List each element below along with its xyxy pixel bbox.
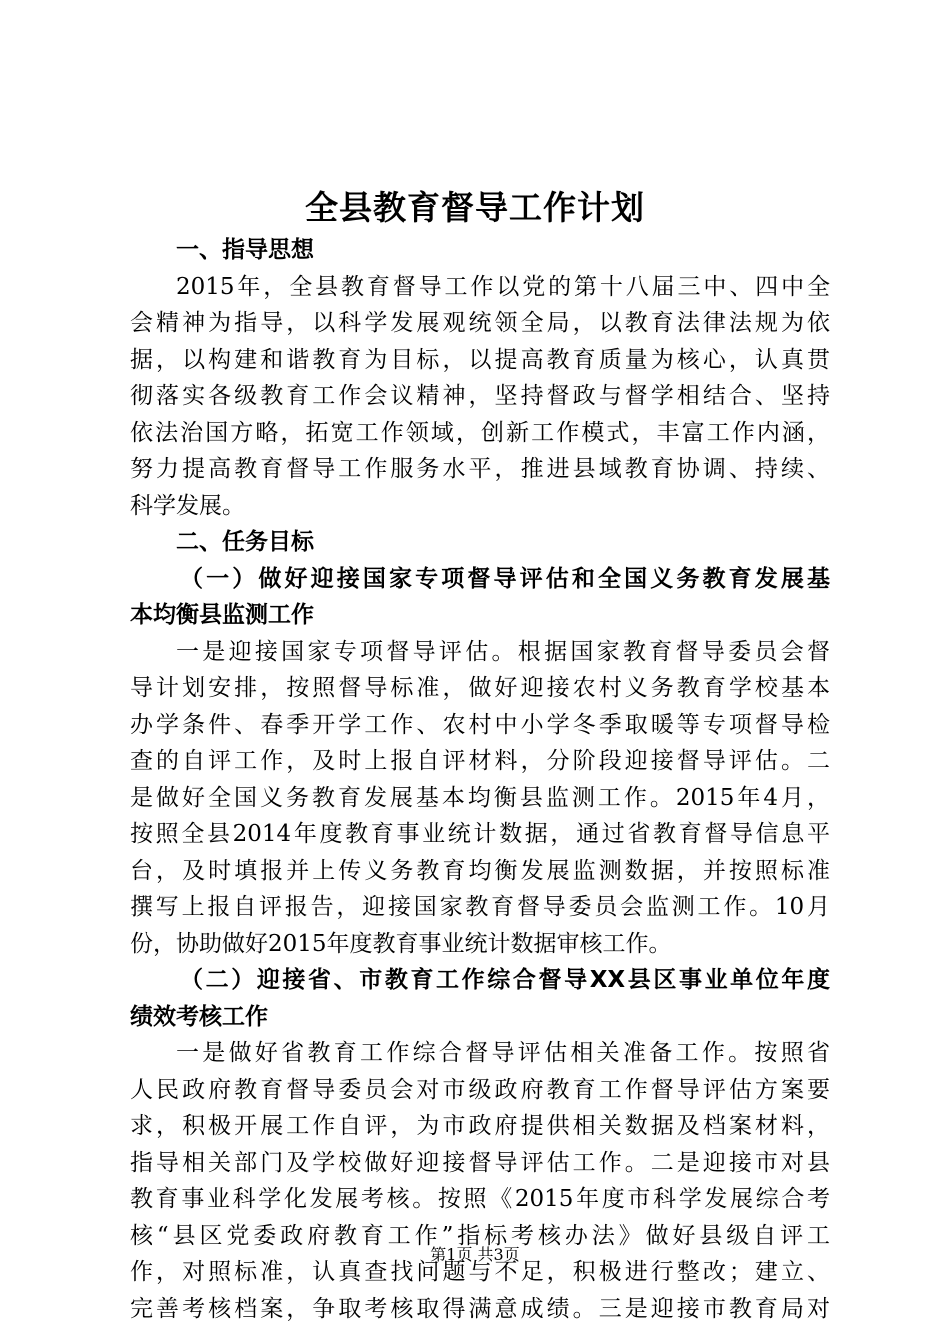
- paragraph-line: 求，积极开展工作自评，为市政府提供相关数据及档案材料，: [130, 1113, 830, 1139]
- section-heading-line: 本均衡县监测工作: [130, 602, 314, 628]
- paragraph-line: 一是迎接国家专项督导评估。根据国家教育督导委员会督: [176, 638, 830, 665]
- paragraph-line: 会精神为指导，以科学发展观统领全局，以教育法律法规为依: [130, 310, 830, 336]
- paragraph-line: 努力提高教育督导工作服务水平，推进县域教育协调、持续、: [130, 456, 830, 482]
- document-body: [130, 232, 830, 1327]
- section-heading-line: （二）迎接省、市教育工作综合督导XX县区事业单位年度: [180, 967, 830, 993]
- document-title: 全县教育督导工作计划: [305, 188, 645, 227]
- paragraph-line: 作，对照标准，认真查找问题与不足，积极进行整改；建立、: [130, 1259, 830, 1285]
- paragraph-line: 2015年，全县教育督导工作以党的第十八届三中、四中全: [176, 273, 830, 300]
- paragraph-line: 科学发展。: [130, 492, 245, 519]
- paragraph-line: 依法治国方略，拓宽工作领域，创新工作模式，丰富工作内涵，: [130, 419, 830, 446]
- paragraph-line: 完善考核档案，争取考核取得满意成绩。三是迎接市教育局对: [130, 1295, 830, 1322]
- page-footer: 第1页 共3页: [430, 1245, 520, 1264]
- paragraph-line: 彻落实各级教育工作会议精神，坚持督政与督学相结合、坚持: [130, 383, 830, 409]
- section-heading-line: 二、任务目标: [176, 529, 314, 555]
- section-heading-line: 绩效考核工作: [130, 1003, 268, 1030]
- paragraph-line: 是做好全国义务教育发展基本均衡县监测工作。2015年4月，: [130, 784, 830, 811]
- paragraph-line: 导计划安排，按照督导标准，做好迎接农村义务教育学校基本: [130, 675, 830, 701]
- paragraph-line: 核“县区党委政府教育工作”指标考核办法》做好县级自评工: [130, 1222, 830, 1249]
- paragraph-line: 按照全县2014年度教育事业统计数据，通过省教育督导信息平: [130, 821, 830, 847]
- paragraph-line: 指导相关部门及学校做好迎接督导评估工作。二是迎接市对县: [130, 1149, 830, 1176]
- paragraph-line: 据，以构建和谐教育为目标，以提高教育质量为核心，认真贯: [130, 346, 830, 373]
- paragraph-line: 教育事业科学化发展考核。按照《2015年度市科学发展综合考: [130, 1186, 830, 1212]
- paragraph-line: 一是做好省教育工作综合督导评估相关准备工作。按照省: [176, 1040, 830, 1066]
- section-heading-line: （一）做好迎接国家专项督导评估和全国义务教育发展基: [180, 565, 830, 592]
- paragraph-line: 撰写上报自评报告，迎接国家教育督导委员会监测工作。10月: [130, 894, 830, 920]
- section-heading-line: 一、指导思想: [176, 237, 314, 263]
- paragraph-line: 查的自评工作，及时上报自评材料，分阶段迎接督导评估。二: [130, 748, 830, 774]
- paragraph-line: 办学条件、春季开学工作、农村中小学冬季取暖等专项督导检: [130, 711, 830, 738]
- paragraph-line: 份，协助做好2015年度教育事业统计数据审核工作。: [130, 930, 672, 957]
- paragraph-line: 台，及时填报并上传义务教育均衡发展监测数据，并按照标准: [130, 857, 830, 884]
- paragraph-line: 人民政府教育督导委员会对市级政府教育工作督导评估方案要: [130, 1076, 830, 1103]
